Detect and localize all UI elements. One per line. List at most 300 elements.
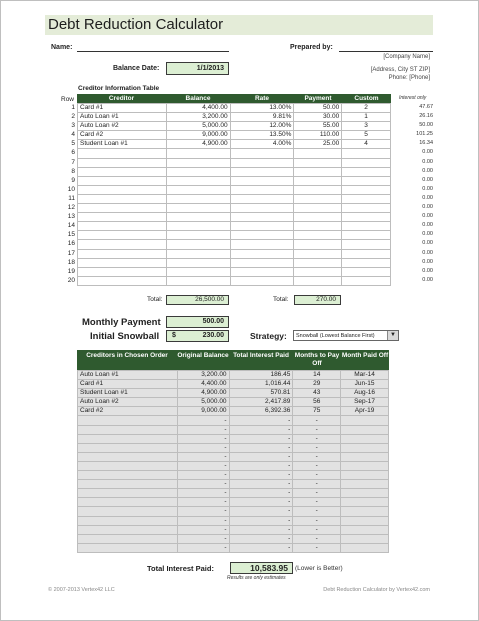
creditor-cell bbox=[78, 507, 178, 516]
creditor-cell bbox=[78, 498, 178, 507]
month-paid-off-cell bbox=[341, 543, 389, 552]
interest-only-value: 50.00 bbox=[419, 122, 433, 129]
total-interest-cell: - bbox=[229, 443, 293, 452]
balance-date-input[interactable]: 1/1/2013 bbox=[166, 62, 229, 75]
creditor-cell bbox=[78, 543, 178, 552]
month-paid-off-cell bbox=[341, 525, 389, 534]
row-header: Row bbox=[61, 96, 75, 103]
custom-cell[interactable]: 2 bbox=[342, 104, 391, 113]
original-balance-cell: - bbox=[177, 534, 229, 543]
row-number: 4 bbox=[71, 131, 75, 139]
table-row bbox=[78, 267, 391, 276]
payment-cell[interactable] bbox=[294, 194, 342, 203]
payment-cell[interactable] bbox=[294, 249, 342, 258]
table-row bbox=[78, 240, 391, 249]
months-cell: - bbox=[293, 443, 341, 452]
prepared-by-field[interactable] bbox=[339, 51, 433, 52]
table-row bbox=[78, 185, 391, 194]
balance-cell[interactable] bbox=[166, 213, 230, 222]
month-paid-off-cell: Aug-16 bbox=[341, 389, 389, 398]
col-month-paid-off: Month Paid Off bbox=[341, 352, 389, 359]
monthly-payment-label: Monthly Payment bbox=[82, 317, 161, 328]
creditor-cell[interactable] bbox=[78, 185, 167, 194]
creditor-cell[interactable] bbox=[78, 176, 167, 185]
original-balance-cell: - bbox=[177, 489, 229, 498]
total-interest-paid: 10,583.95 bbox=[230, 562, 293, 574]
balance-cell[interactable]: 3,200.00 bbox=[166, 113, 230, 122]
original-balance-cell: 4,900.00 bbox=[177, 389, 229, 398]
payment-cell[interactable] bbox=[294, 158, 342, 167]
balance-cell[interactable] bbox=[166, 185, 230, 194]
creditor-cell bbox=[78, 489, 178, 498]
payment-cell[interactable] bbox=[294, 213, 342, 222]
row-number: 2 bbox=[71, 113, 75, 121]
table-row bbox=[78, 471, 389, 480]
rate-cell[interactable] bbox=[230, 213, 294, 222]
creditor-cell bbox=[78, 534, 178, 543]
payment-cell[interactable] bbox=[294, 185, 342, 194]
creditor-cell bbox=[78, 480, 178, 489]
interest-only-value: 0.00 bbox=[422, 240, 433, 247]
balance-cell[interactable] bbox=[166, 176, 230, 185]
months-cell: 56 bbox=[293, 398, 341, 407]
month-paid-off-cell bbox=[341, 461, 389, 470]
original-balance-cell: - bbox=[177, 516, 229, 525]
rate-cell[interactable] bbox=[230, 231, 294, 240]
custom-cell[interactable] bbox=[342, 276, 391, 285]
table-row bbox=[78, 113, 391, 122]
row-number: 9 bbox=[71, 176, 75, 184]
months-cell: - bbox=[293, 434, 341, 443]
custom-cell[interactable] bbox=[342, 213, 391, 222]
payment-cell[interactable] bbox=[294, 276, 342, 285]
rate-cell[interactable] bbox=[230, 267, 294, 276]
creditor-cell[interactable] bbox=[78, 258, 167, 267]
balance-cell[interactable] bbox=[166, 240, 230, 249]
rate-cell[interactable] bbox=[230, 158, 294, 167]
month-paid-off-cell bbox=[341, 434, 389, 443]
table-row bbox=[78, 407, 389, 416]
table-row bbox=[78, 258, 391, 267]
row-number: 14 bbox=[67, 222, 75, 230]
original-balance-cell: 5,000.00 bbox=[177, 398, 229, 407]
creditor-cell[interactable] bbox=[78, 149, 167, 158]
balance-cell[interactable] bbox=[166, 222, 230, 231]
table-row bbox=[78, 498, 389, 507]
payment-cell[interactable] bbox=[294, 149, 342, 158]
table-row bbox=[78, 489, 389, 498]
balance-cell[interactable] bbox=[166, 204, 230, 213]
row-number: 1 bbox=[71, 104, 75, 111]
table-row bbox=[78, 194, 391, 203]
months-cell: - bbox=[293, 425, 341, 434]
month-paid-off-cell bbox=[341, 480, 389, 489]
custom-cell[interactable] bbox=[342, 231, 391, 240]
table-row bbox=[78, 231, 391, 240]
creditor-table-header bbox=[77, 94, 391, 103]
prepared-by-label: Prepared by: bbox=[290, 44, 333, 51]
table-row bbox=[78, 204, 391, 213]
col-chosen-order: Creditors in Chosen Order bbox=[86, 352, 168, 359]
table-row bbox=[78, 140, 391, 149]
table-row bbox=[78, 176, 391, 185]
months-cell: - bbox=[293, 480, 341, 489]
footer-credit[interactable]: Debt Reduction Calculator by Vertex42.com bbox=[323, 587, 430, 593]
original-balance-cell: - bbox=[177, 416, 229, 425]
payment-cell[interactable]: 25.00 bbox=[294, 140, 342, 149]
original-balance-cell: - bbox=[177, 507, 229, 516]
interest-only-value: 0.00 bbox=[422, 231, 433, 238]
payment-cell[interactable] bbox=[294, 204, 342, 213]
total-interest-cell: - bbox=[229, 543, 293, 552]
interest-only-value: 0.00 bbox=[422, 258, 433, 265]
total-interest-cell: 6,392.36 bbox=[229, 407, 293, 416]
table-row bbox=[78, 443, 389, 452]
table-row bbox=[78, 380, 389, 389]
row-number: 10 bbox=[67, 185, 75, 193]
payment-cell[interactable] bbox=[294, 231, 342, 240]
table-row bbox=[78, 249, 391, 258]
balance-cell[interactable] bbox=[166, 276, 230, 285]
initial-snowball-value bbox=[166, 330, 229, 342]
creditor-cell[interactable] bbox=[78, 167, 167, 176]
creditor-cell bbox=[78, 425, 178, 434]
table-row bbox=[78, 416, 389, 425]
custom-cell[interactable] bbox=[342, 240, 391, 249]
rate-cell[interactable] bbox=[230, 185, 294, 194]
balance-date-label: Balance Date: bbox=[113, 65, 160, 72]
creditor-cell: Auto Loan #1 bbox=[78, 371, 178, 380]
creditor-cell[interactable] bbox=[78, 249, 167, 258]
table-row bbox=[78, 543, 389, 552]
months-cell: - bbox=[293, 498, 341, 507]
estimate-note: Results are only estimates bbox=[227, 575, 286, 581]
payment-cell[interactable] bbox=[294, 240, 342, 249]
balance-cell[interactable]: 4,900.00 bbox=[166, 140, 230, 149]
rate-cell[interactable] bbox=[230, 258, 294, 267]
total-balance: 26,500.00 bbox=[166, 295, 229, 305]
creditor-cell bbox=[78, 471, 178, 480]
col-months: Months to Pay Off bbox=[294, 352, 340, 367]
creditor-cell[interactable]: Auto Loan #1 bbox=[78, 113, 167, 122]
row-number: 11 bbox=[68, 194, 75, 202]
custom-cell[interactable] bbox=[342, 158, 391, 167]
payment-cell[interactable] bbox=[294, 267, 342, 276]
month-paid-off-cell bbox=[341, 516, 389, 525]
rate-cell[interactable]: 13.50% bbox=[230, 131, 294, 140]
custom-cell[interactable] bbox=[342, 258, 391, 267]
custom-cell[interactable] bbox=[342, 176, 391, 185]
rate-cell[interactable]: 9.81% bbox=[230, 113, 294, 122]
creditor-cell[interactable] bbox=[78, 276, 167, 285]
custom-cell[interactable] bbox=[342, 167, 391, 176]
total-interest-cell: - bbox=[229, 516, 293, 525]
interest-only-value: 26.16 bbox=[419, 113, 433, 120]
row-number: 19 bbox=[67, 267, 75, 275]
interest-only-value: 0.00 bbox=[422, 176, 433, 183]
custom-cell[interactable]: 4 bbox=[342, 140, 391, 149]
rate-cell[interactable]: 13.00% bbox=[230, 104, 294, 113]
table-row bbox=[78, 104, 391, 113]
payment-cell[interactable]: 50.00 bbox=[294, 104, 342, 113]
interest-only-value: 0.00 bbox=[422, 267, 433, 274]
total-interest-cell: 1,016.44 bbox=[229, 380, 293, 389]
months-cell: - bbox=[293, 507, 341, 516]
col-balance: Balance bbox=[185, 95, 211, 102]
table-row bbox=[78, 534, 389, 543]
custom-cell[interactable]: 1 bbox=[342, 113, 391, 122]
creditor-cell[interactable] bbox=[78, 267, 167, 276]
chevron-down-icon[interactable]: ▼ bbox=[387, 331, 398, 340]
table-row bbox=[78, 461, 389, 470]
original-balance-cell: - bbox=[177, 471, 229, 480]
rate-cell[interactable] bbox=[230, 204, 294, 213]
original-balance-cell: 3,200.00 bbox=[177, 371, 229, 380]
original-balance-cell: - bbox=[177, 480, 229, 489]
payment-cell[interactable]: 55.00 bbox=[294, 122, 342, 131]
interest-only-value: 0.00 bbox=[422, 149, 433, 156]
total-interest-cell: - bbox=[229, 507, 293, 516]
month-paid-off-cell: Sep-17 bbox=[341, 398, 389, 407]
total-interest-label: Total Interest Paid: bbox=[147, 564, 214, 573]
creditor-cell[interactable] bbox=[78, 240, 167, 249]
row-number: 17 bbox=[67, 249, 75, 257]
payment-cell[interactable]: 110.00 bbox=[294, 131, 342, 140]
balance-cell[interactable] bbox=[166, 231, 230, 240]
payment-cell[interactable] bbox=[294, 222, 342, 231]
months-cell: - bbox=[293, 525, 341, 534]
table-row bbox=[78, 452, 389, 461]
strategy-label: Strategy: bbox=[250, 331, 287, 341]
creditor-cell: Auto Loan #2 bbox=[78, 398, 178, 407]
col-payment: Payment bbox=[304, 95, 332, 102]
row-number: 18 bbox=[67, 258, 75, 266]
months-cell: - bbox=[293, 489, 341, 498]
creditor-cell bbox=[78, 443, 178, 452]
months-cell: - bbox=[293, 461, 341, 470]
creditor-cell bbox=[78, 434, 178, 443]
creditor-cell[interactable]: Card #1 bbox=[78, 104, 167, 113]
creditor-cell: Card #2 bbox=[78, 407, 178, 416]
row-number: 16 bbox=[67, 240, 75, 248]
table-row bbox=[78, 425, 389, 434]
order-table bbox=[77, 370, 389, 553]
month-paid-off-cell bbox=[341, 452, 389, 461]
interest-only-value: 0.00 bbox=[422, 276, 433, 283]
month-paid-off-cell: Jun-15 bbox=[341, 380, 389, 389]
creditor-cell bbox=[78, 452, 178, 461]
order-table-header bbox=[77, 350, 389, 370]
creditor-cell: Card #1 bbox=[78, 380, 178, 389]
table-row bbox=[78, 371, 389, 380]
creditor-cell[interactable]: Student Loan #1 bbox=[78, 140, 167, 149]
interest-only-value: 0.00 bbox=[422, 194, 433, 201]
custom-cell[interactable] bbox=[342, 149, 391, 158]
month-paid-off-cell bbox=[341, 443, 389, 452]
months-cell: - bbox=[293, 534, 341, 543]
creditor-cell bbox=[78, 416, 178, 425]
original-balance-cell: - bbox=[177, 525, 229, 534]
row-number: 3 bbox=[71, 122, 75, 130]
table-row bbox=[78, 516, 389, 525]
balance-cell[interactable] bbox=[166, 149, 230, 158]
rate-cell[interactable]: 4.00% bbox=[230, 140, 294, 149]
rate-cell[interactable] bbox=[230, 276, 294, 285]
custom-cell[interactable] bbox=[342, 267, 391, 276]
strategy-dropdown[interactable] bbox=[293, 330, 399, 341]
total-interest-cell: - bbox=[229, 461, 293, 470]
row-number: 6 bbox=[71, 149, 75, 157]
creditor-cell[interactable] bbox=[78, 231, 167, 240]
total-interest-cell: - bbox=[229, 480, 293, 489]
interest-only-value: 0.00 bbox=[422, 158, 433, 165]
original-balance-cell: - bbox=[177, 434, 229, 443]
custom-cell[interactable] bbox=[342, 194, 391, 203]
row-number: 7 bbox=[71, 158, 75, 166]
month-paid-off-cell bbox=[341, 425, 389, 434]
table-row bbox=[78, 122, 391, 131]
interest-only-value: 47.67 bbox=[419, 104, 433, 110]
payment-cell[interactable] bbox=[294, 167, 342, 176]
balance-cell[interactable] bbox=[166, 158, 230, 167]
phone: Phone: [Phone] bbox=[388, 75, 430, 81]
creditor-cell[interactable]: Auto Loan #2 bbox=[78, 122, 167, 131]
months-cell: 75 bbox=[293, 407, 341, 416]
table-row bbox=[78, 389, 389, 398]
total-interest-cell: - bbox=[229, 534, 293, 543]
footer-copyright: © 2007-2013 Vertex42 LLC bbox=[48, 587, 115, 593]
creditor-cell[interactable]: Card #2 bbox=[78, 131, 167, 140]
rate-cell[interactable] bbox=[230, 167, 294, 176]
monthly-payment-input[interactable]: 500.00 bbox=[166, 316, 229, 328]
creditor-cell[interactable] bbox=[78, 204, 167, 213]
creditor-cell[interactable] bbox=[78, 213, 167, 222]
table-row bbox=[78, 167, 391, 176]
payment-cell[interactable]: 30.00 bbox=[294, 113, 342, 122]
interest-only-value: 0.00 bbox=[422, 204, 433, 211]
page-title: Debt Reduction Calculator bbox=[48, 16, 224, 33]
initial-snowball-label: Initial Snowball bbox=[90, 331, 160, 342]
rate-cell[interactable]: 12.00% bbox=[230, 122, 294, 131]
creditor-cell[interactable] bbox=[78, 158, 167, 167]
table-row bbox=[78, 434, 389, 443]
balance-cell[interactable] bbox=[166, 167, 230, 176]
balance-cell[interactable]: 5,000.00 bbox=[166, 122, 230, 131]
row-number: 13 bbox=[67, 213, 75, 221]
rate-cell[interactable] bbox=[230, 176, 294, 185]
custom-cell[interactable] bbox=[342, 222, 391, 231]
balance-cell[interactable] bbox=[166, 249, 230, 258]
original-balance-cell: - bbox=[177, 498, 229, 507]
custom-cell[interactable] bbox=[342, 185, 391, 194]
table-row bbox=[78, 507, 389, 516]
payment-cell[interactable] bbox=[294, 176, 342, 185]
original-balance-cell: - bbox=[177, 461, 229, 470]
payment-cell[interactable] bbox=[294, 258, 342, 267]
total-payment-label: Total: bbox=[273, 296, 289, 303]
total-interest-cell: - bbox=[229, 425, 293, 434]
creditor-cell[interactable] bbox=[78, 194, 167, 203]
original-balance-cell: 9,000.00 bbox=[177, 407, 229, 416]
lower-is-better-note: (Lower is Better) bbox=[295, 565, 343, 572]
interest-only-value: 0.00 bbox=[422, 213, 433, 220]
rate-cell[interactable] bbox=[230, 149, 294, 158]
name-field[interactable] bbox=[77, 51, 229, 52]
interest-only-value: 0.00 bbox=[422, 185, 433, 192]
creditor-cell[interactable] bbox=[78, 222, 167, 231]
table-row bbox=[78, 480, 389, 489]
col-custom: Custom bbox=[354, 95, 379, 102]
total-interest-cell: - bbox=[229, 416, 293, 425]
balance-cell[interactable] bbox=[166, 194, 230, 203]
original-balance-cell: - bbox=[177, 443, 229, 452]
company-name: [Company Name] bbox=[383, 54, 430, 60]
col-creditor: Creditor bbox=[108, 95, 135, 102]
month-paid-off-cell bbox=[341, 507, 389, 516]
col-total-interest: Total Interest Paid bbox=[233, 352, 289, 359]
balance-cell[interactable] bbox=[166, 267, 230, 276]
original-balance-cell: - bbox=[177, 543, 229, 552]
interest-only-value: 0.00 bbox=[422, 249, 433, 256]
original-balance-cell: 4,400.00 bbox=[177, 380, 229, 389]
row-number: 12 bbox=[67, 204, 75, 212]
original-balance-cell: - bbox=[177, 425, 229, 434]
custom-cell[interactable]: 3 bbox=[342, 122, 391, 131]
creditor-cell bbox=[78, 516, 178, 525]
month-paid-off-cell bbox=[341, 498, 389, 507]
total-interest-cell: 570.81 bbox=[229, 389, 293, 398]
table-row bbox=[78, 276, 391, 285]
table-row bbox=[78, 398, 389, 407]
month-paid-off-cell bbox=[341, 471, 389, 480]
months-cell: - bbox=[293, 471, 341, 480]
table-row bbox=[78, 222, 391, 231]
total-interest-cell: - bbox=[229, 452, 293, 461]
total-interest-cell: - bbox=[229, 471, 293, 480]
custom-cell[interactable]: 5 bbox=[342, 131, 391, 140]
custom-cell[interactable] bbox=[342, 249, 391, 258]
months-cell: - bbox=[293, 452, 341, 461]
row-number: 15 bbox=[67, 231, 75, 239]
total-interest-cell: - bbox=[229, 489, 293, 498]
table-row bbox=[78, 213, 391, 222]
creditor-cell bbox=[78, 461, 178, 470]
rate-cell[interactable] bbox=[230, 249, 294, 258]
balance-cell[interactable]: 9,000.00 bbox=[166, 131, 230, 140]
table-row bbox=[78, 131, 391, 140]
rate-cell[interactable] bbox=[230, 222, 294, 231]
table-row bbox=[78, 158, 391, 167]
total-interest-cell: 2,417.89 bbox=[229, 398, 293, 407]
total-payment: 270.00 bbox=[294, 295, 341, 305]
total-balance-label: Total: bbox=[147, 296, 163, 303]
balance-cell[interactable]: 4,400.00 bbox=[166, 104, 230, 113]
months-cell: - bbox=[293, 543, 341, 552]
table-row bbox=[78, 149, 391, 158]
rate-cell[interactable] bbox=[230, 240, 294, 249]
rate-cell[interactable] bbox=[230, 194, 294, 203]
custom-cell[interactable] bbox=[342, 204, 391, 213]
total-interest-cell: 186.45 bbox=[229, 371, 293, 380]
months-cell: - bbox=[293, 516, 341, 525]
balance-cell[interactable] bbox=[166, 258, 230, 267]
col-original-balance: Original Balance bbox=[177, 352, 229, 359]
month-paid-off-cell bbox=[341, 416, 389, 425]
initial-snowball-amount: 230.00 bbox=[202, 332, 224, 339]
month-paid-off-cell bbox=[341, 534, 389, 543]
row-number: 8 bbox=[71, 167, 75, 175]
month-paid-off-cell: Apr-19 bbox=[341, 407, 389, 416]
